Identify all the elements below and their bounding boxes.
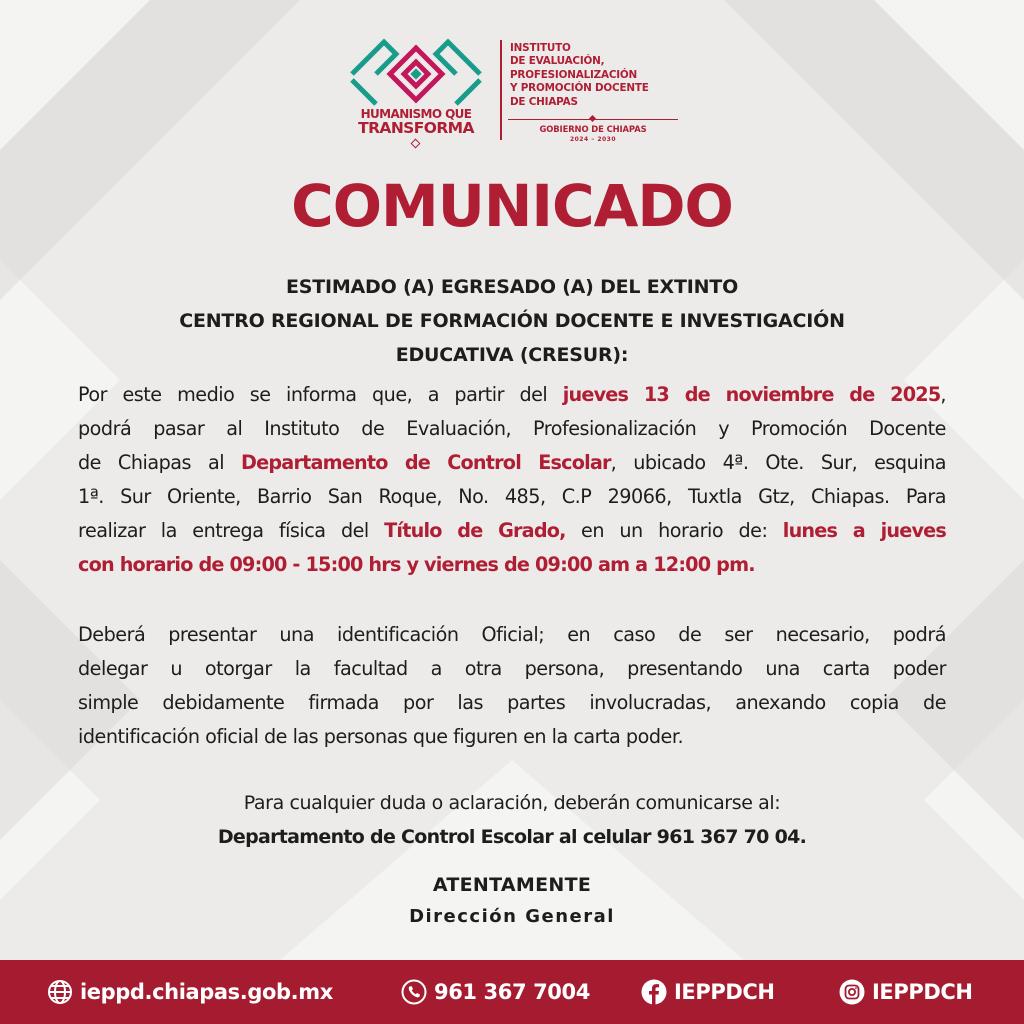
- website-text: ieppd.chiapas.gob.mx: [80, 980, 333, 1004]
- paragraph-line: 1ª. Sur Oriente, Barrio San Roque, No. 485, C.P 29066, Tuxtla Gtz, Chiapas. Para: [78, 485, 946, 508]
- facebook-text: IEPPDCH: [674, 980, 775, 1004]
- phone-text: 961 367 7004: [434, 980, 590, 1004]
- facebook-link[interactable]: [640, 976, 775, 1008]
- institute-name: [510, 42, 685, 109]
- page-title: COMUNICADO: [291, 172, 733, 240]
- logo-divider: [500, 40, 502, 140]
- slogan-line2: TRANSFORMA: [358, 119, 474, 137]
- requirements-paragraph: [78, 618, 946, 754]
- institute-line: DE CHIAPAS: [510, 95, 578, 108]
- highlight-department: Departamento de Control Escolar: [241, 451, 611, 474]
- footer-bar: [0, 960, 1024, 1024]
- government-years: 2024 – 2030: [569, 136, 617, 143]
- website-link[interactable]: [46, 976, 333, 1008]
- instagram-text: IEPPDCH: [872, 980, 973, 1004]
- addressee-line: EDUCATIVA (CRESUR):: [395, 344, 629, 366]
- paragraph-line: delegar u otorgar la facultad a otra persona, presentando una carta poder: [78, 657, 946, 680]
- humanismo-logo: [346, 36, 486, 148]
- globe-icon: [46, 978, 74, 1006]
- contact-phone-line: Departamento de Control Escolar al celular 961 367 70 04.: [217, 826, 807, 848]
- text-segment: realizar la entrega física del: [78, 519, 385, 542]
- signature: Dirección General: [409, 906, 615, 927]
- institute-line: INSTITUTO: [510, 42, 571, 54]
- highlight-date: jueves 13 de noviembre de 2025: [562, 383, 941, 406]
- diamond-icon: [589, 115, 596, 122]
- institute-line: PROFESIONALIZACIÓN: [510, 68, 638, 81]
- paragraph-line: simple debidamente firmada por las partes involucradas, anexando copia de: [78, 691, 946, 714]
- paragraph-line: identificación oficial de las personas que figuren en la carta poder.: [78, 725, 684, 748]
- regards: ATENTAMENTE: [432, 874, 592, 896]
- facebook-icon: [640, 978, 668, 1006]
- addressee-line: ESTIMADO (A) EGRESADO (A) DEL EXTINTO: [285, 276, 739, 298]
- paragraph-line: [78, 548, 946, 582]
- closing: [0, 870, 1024, 932]
- paragraph-line: [78, 446, 946, 480]
- text-segment: en un horario de:: [565, 519, 783, 542]
- text-segment: , ubicado 4ª. Ote. Sur, esquina: [610, 451, 947, 474]
- institute-line: Y PROMOCIÓN DOCENTE: [510, 82, 649, 95]
- highlight-days: lunes a jueves: [782, 519, 946, 542]
- fret-emblem-icon: [346, 36, 486, 108]
- contact-line: Para cualquier duda o aclaración, deberán comunicarse al:: [243, 792, 781, 814]
- diamond-icon: [411, 139, 421, 149]
- addressee-line: CENTRO REGIONAL DE FORMACIÓN DOCENTE E INVESTIGACIÓN: [179, 310, 845, 332]
- government-label: GOBIERNO DE CHIAPAS: [539, 124, 647, 134]
- highlight-document: Título de Grado,: [384, 519, 566, 542]
- addressee: [80, 270, 944, 372]
- text-segment: Por este medio se informa que, a partir del: [78, 383, 563, 406]
- paragraph-line: Deberá presentar una identificación Oficial; en caso de ser necesario, podrá: [78, 623, 946, 646]
- paragraph-line: [78, 514, 946, 548]
- instagram-link[interactable]: [838, 976, 973, 1008]
- paragraph-line: [78, 378, 946, 412]
- slogan-line1: HUMANISMO QUE: [360, 107, 472, 121]
- paragraph-line: podrá pasar al Instituto de Evaluación, Profesionalización y Promoción Docente: [78, 417, 946, 440]
- text-segment: de Chiapas al: [78, 451, 242, 474]
- text-segment: ,: [940, 383, 946, 406]
- institute-line: DE EVALUACIÓN,: [510, 55, 605, 68]
- phone-icon: [400, 978, 428, 1006]
- contact-info: [0, 786, 1024, 854]
- instagram-icon: [838, 978, 866, 1006]
- phone-link[interactable]: [400, 976, 590, 1008]
- highlight-schedule: con horario de 09:00 - 15:00 hrs y viernes de 09:00 am a 12:00 pm.: [78, 553, 755, 576]
- notice-paragraph: [78, 378, 946, 582]
